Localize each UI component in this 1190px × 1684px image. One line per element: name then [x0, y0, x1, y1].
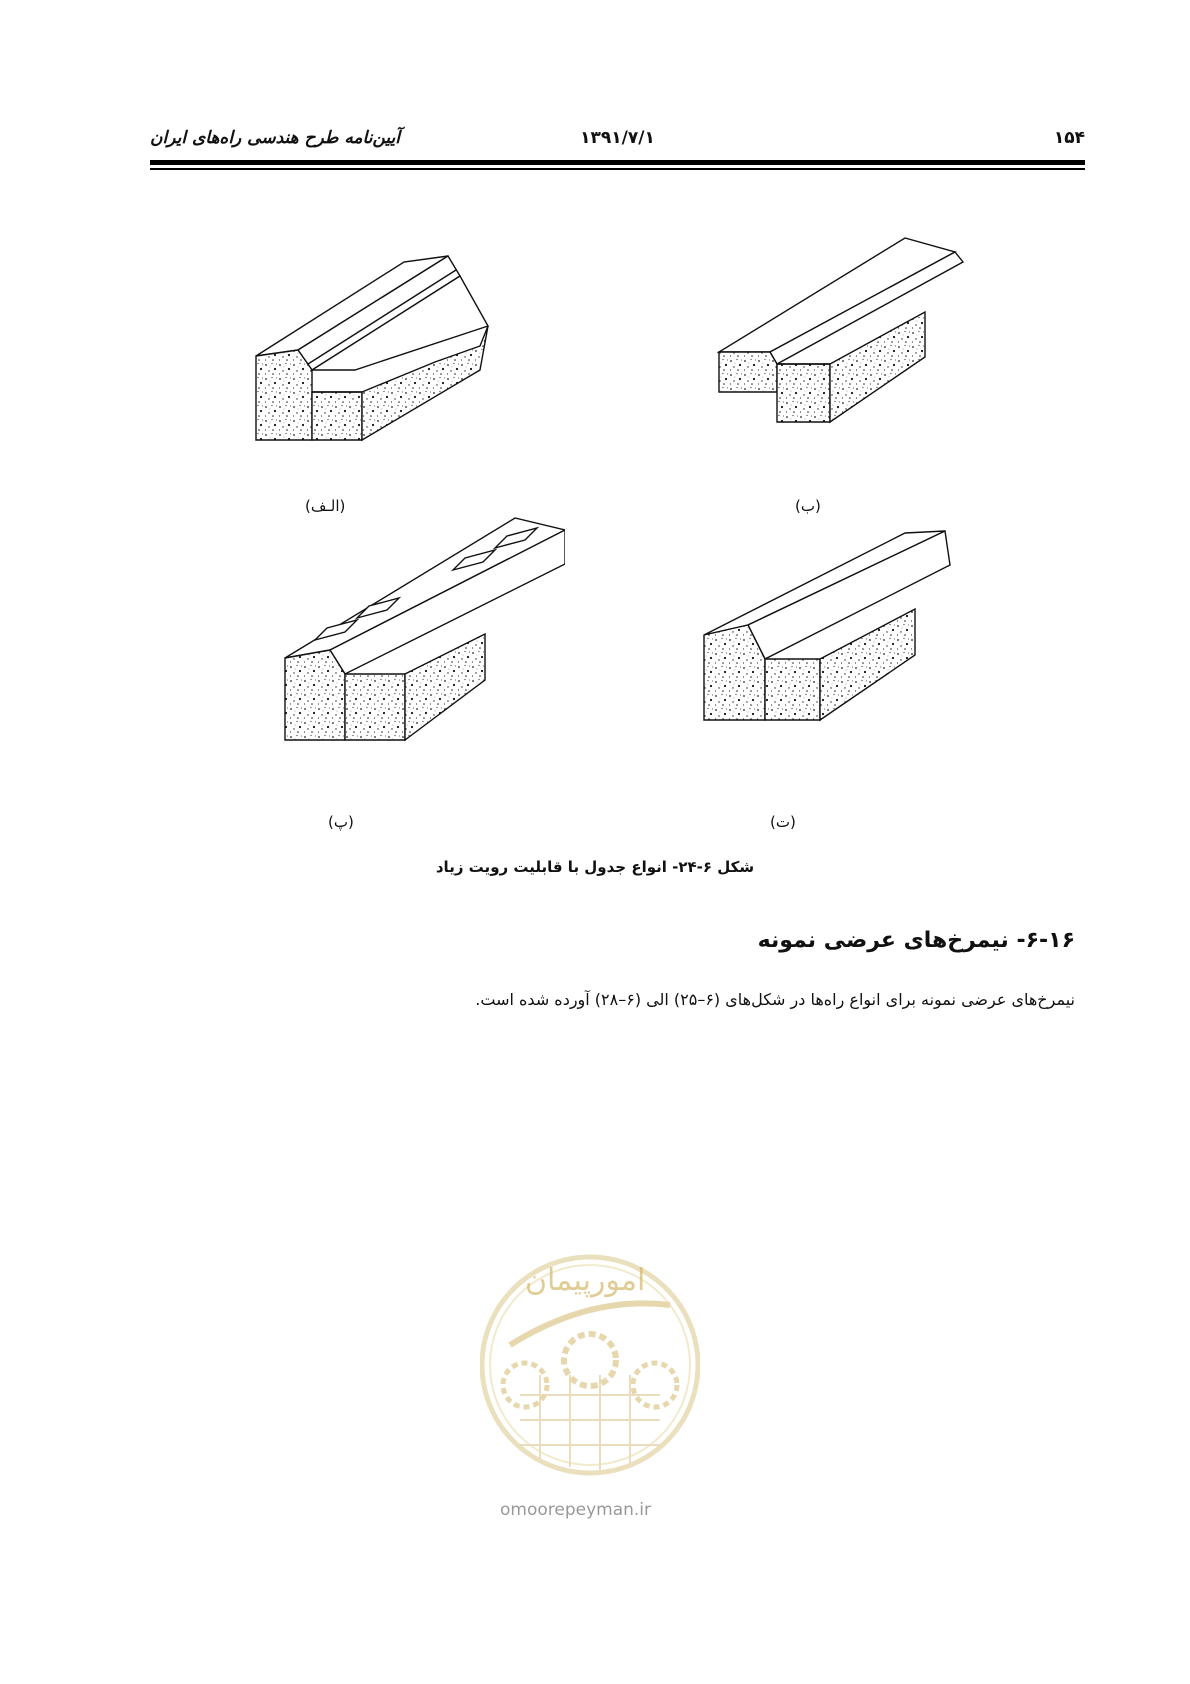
figure-label-alef: (الـف)	[305, 497, 346, 515]
figure-label-be: (ب)	[795, 497, 821, 515]
header-rule-thin	[150, 168, 1085, 170]
curb-figure-alef	[250, 250, 490, 450]
figure-caption: شکل ۶-۲۴- انواع جدول با قابلیت رویت زیاد	[435, 858, 755, 876]
header-date: ۱۳۹۱/۷/۱	[580, 128, 655, 148]
header-rule-thick	[150, 160, 1085, 165]
page-number: ۱۵۴	[1053, 128, 1085, 148]
figure-label-te: (ت)	[770, 813, 796, 831]
section-heading: ۶-۱۶- نیمرخ‌های عرضی نمونه	[757, 928, 1075, 953]
watermark-url: omoorepeyman.ir	[500, 1500, 652, 1520]
curb-figure-pe	[275, 510, 565, 750]
curb-figure-be	[715, 232, 965, 432]
curb-figure-te	[700, 525, 960, 735]
document-title: آیین‌نامه طرح هندسی راه‌های ایران	[150, 128, 400, 148]
section-body: نیمرخ‌های عرضی نمونه برای انواع راه‌ها در شکل‌های (۶–۲۵) الی (۶–۲۸) آورده شده است.	[475, 990, 1075, 1009]
watermark-brand: امورپیمان	[525, 1263, 646, 1298]
watermark-logo	[480, 1235, 700, 1565]
figure-label-pe: (پ)	[328, 813, 354, 831]
page-header	[150, 122, 1085, 152]
